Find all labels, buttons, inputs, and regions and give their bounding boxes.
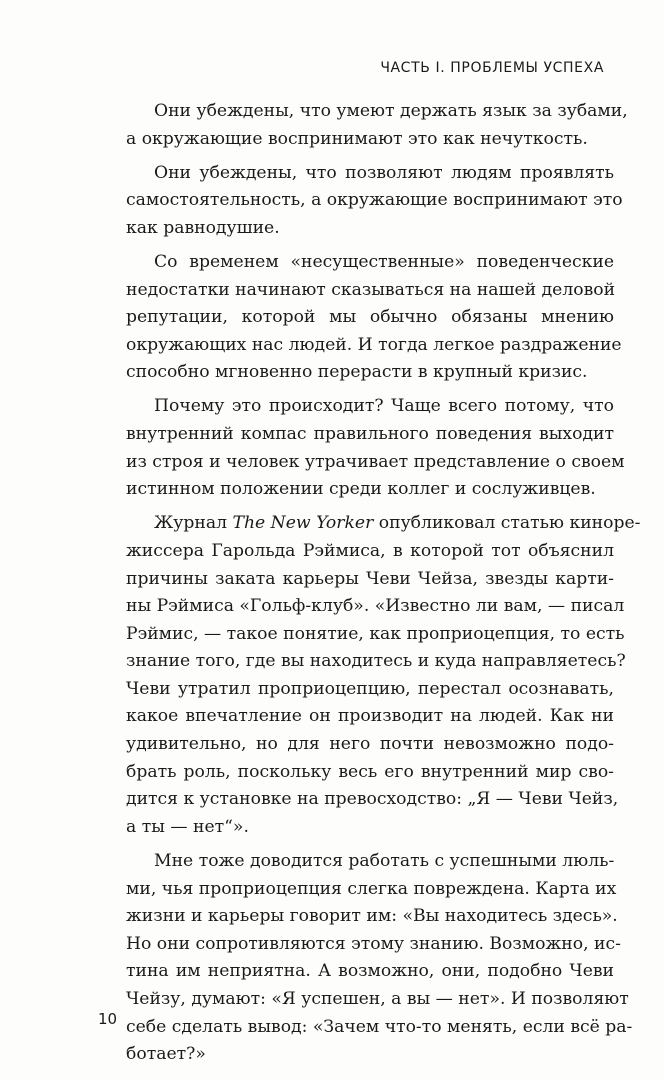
text-line: Но они сопротивляются этому знанию. Возможно, ис- [126,933,621,954]
text-line: жиссера Гарольда Рэймиса, в которой тот объяснил [126,540,614,561]
running-head: ЧАСТЬ I. ПРОБЛЕМЫ УСПЕХА [380,60,604,76]
paragraph [98,98,628,153]
text-line: жизни и карьеры говорит им: «Вы находитесь здесь». [126,906,618,927]
text-line: а ты — нет“». [126,816,249,837]
text-line: Они убеждены, что позволяют людям проявлять [154,162,614,183]
text-line: себе сделать вывод: «Зачем что-то менять, если всё ра- [126,1016,633,1037]
paragraph [98,848,633,1069]
text-line: Они убеждены, что умеют держать язык за зубами, [154,101,628,121]
text-line: знание того, где вы находитесь и куда направляетесь? [126,651,626,672]
text-line: как равнодушие. [126,217,280,238]
text-line: репутации, которой мы обычно обязаны мнению [126,307,614,328]
text-line: дится к установке на превосходство: „Я — Чеви Чейз, [126,789,619,810]
text-line: брать роль, поскольку весь его внутренний мир сво- [126,761,614,782]
paragraph [98,249,622,387]
text-line: самостоятельность, а окружающие воспринимают это [126,190,623,211]
text-line: Со временем «несущественные» поведенческие [154,251,614,272]
text-line: какое впечатление он производит на людей. Как ни [126,706,614,727]
text-line: Чейзу, думают: «Я успешен, а вы — нет». И позволяют [126,988,629,1009]
magazine-title: The New Yorker [232,513,374,534]
text-line: удивительно, но для него почти невозможно подо- [126,734,614,755]
text-line: ми, чья проприоцепция слегка повреждена. Карта их [126,878,617,899]
text-line: ботает?» [126,1044,206,1065]
text-line: Журнал The New Yorker опубликовал статью киноре- [154,513,641,534]
paragraph [98,160,623,243]
body-text [98,98,641,1075]
text-line: тина им неприятна. А возможно, они, подобно Чеви [126,961,614,982]
text-line: истинном положении среди коллег и сослуживцев. [126,479,596,500]
text-line: из строя и человек утрачивает представление о своем [126,451,625,472]
text-line: Почему это происходит? Чаще всего потому, что [154,396,614,417]
text-line: окружающих нас людей. И тогда легкое раздражение [126,334,622,355]
paragraph [98,393,625,503]
text-line: Чеви утратил проприоцепцию, перестал осознавать, [126,678,614,699]
text-line: причины заката карьеры Чеви Чейза, звезды карти- [126,568,614,589]
paragraph [98,510,641,841]
page-number: 10 [98,1010,118,1028]
text-line: ны Рэймиса «Гольф-клуб». «Известно ли вам, — писал [126,596,625,617]
text-line: недостатки начинают сказываться на нашей деловой [126,279,616,300]
text-line: а окружающие воспринимают это как нечуткость. [126,128,588,149]
text-line: внутренний компас правильного поведения выходит [126,424,614,445]
text-line: Рэймис, — такое понятие, как проприоцепция, то есть [126,623,625,644]
text-line: Мне тоже доводится работать с успешными люль- [154,850,615,871]
text-line: способно мгновенно перерасти в крупный кризис. [126,362,588,383]
